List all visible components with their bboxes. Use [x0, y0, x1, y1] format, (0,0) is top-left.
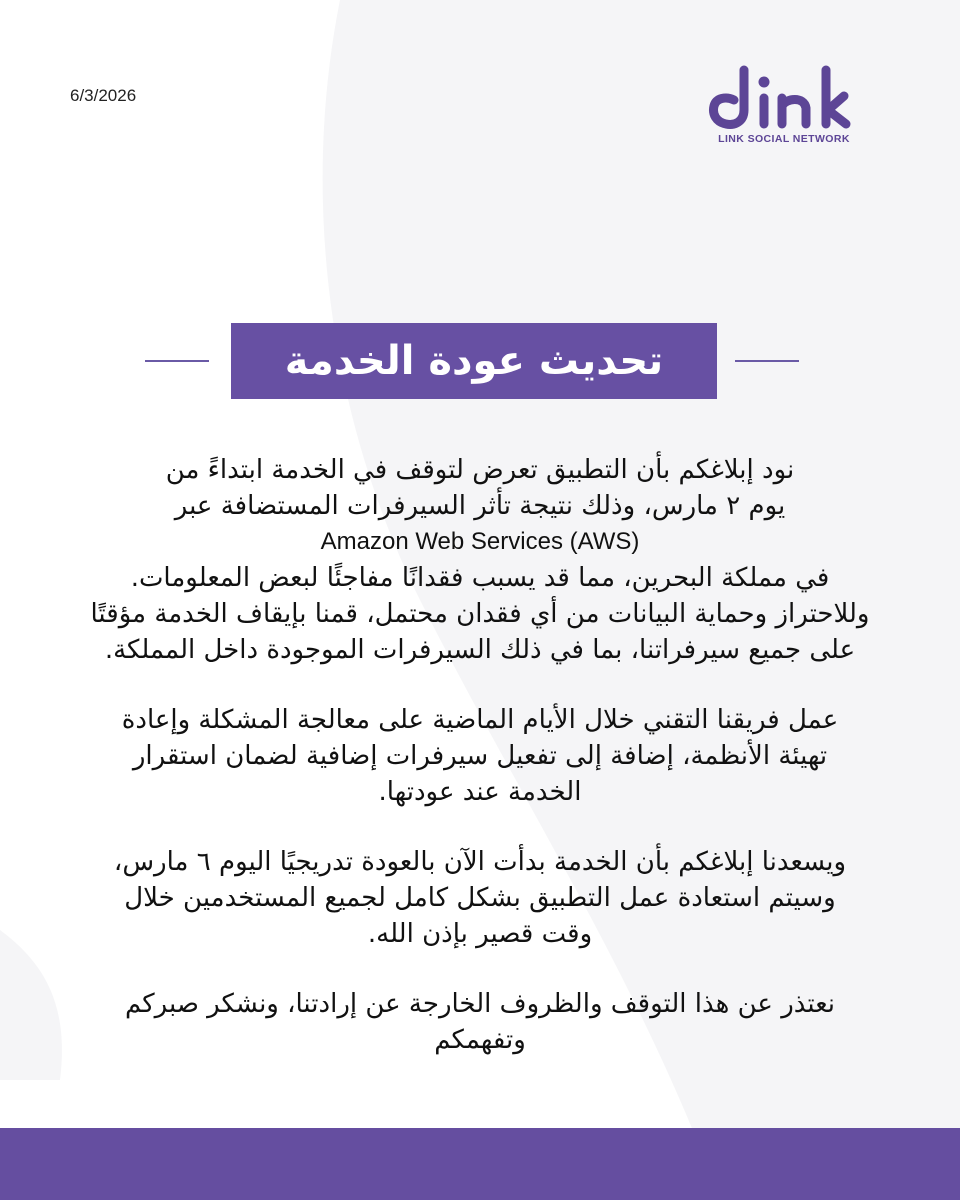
text-line: نعتذر عن هذا التوقف والظروف الخارجة عن إرادتنا، ونشكر صبركم [124, 989, 836, 1019]
paragraph-return [40, 844, 920, 952]
text-line: نود إبلاغكم بأن التطبيق تعرض لتوقف في الخدمة ابتداءً من [165, 455, 795, 485]
company-logo [704, 62, 864, 150]
footer-bar [0, 1128, 960, 1200]
title-divider-right [735, 360, 799, 362]
text-line: وقت قصير بإذن الله. [367, 919, 593, 949]
text-line: تهيئة الأنظمة، إضافة إلى تفعيل سيرفرات إضافية لضمان استقرار [132, 741, 828, 771]
text-line: وللاحتراز وحماية البيانات من أي فقدان محتمل، قمنا بإيقاف الخدمة مؤقتًا [90, 599, 870, 629]
text-line: يوم ٢ مارس، وذلك نتيجة تأثر السيرفرات المستضافة عبر [174, 491, 786, 521]
text-line: في مملكة البحرين، مما قد يسبب فقدانًا مفاجئًا لبعض المعلومات. [130, 563, 830, 593]
document-date: 6/3/2026 [70, 86, 137, 105]
logo-tagline: LINK SOCIAL NETWORK [718, 133, 850, 145]
text-line: ويسعدنا إبلاغكم بأن الخدمة بدأت الآن بالعودة تدريجيًا اليوم ٦ مارس، [113, 847, 847, 877]
title-banner [0, 323, 960, 399]
paragraph-fix [40, 702, 920, 810]
link-wordmark [704, 62, 864, 132]
text-line: على جميع سيرفراتنا، بما في ذلك السيرفرات الموجودة داخل المملكة. [104, 635, 856, 665]
paragraph-apology [40, 986, 920, 1058]
text-line: عمل فريقنا التقني خلال الأيام الماضية على معالجة المشكلة وإعادة [121, 705, 839, 735]
title-divider-left [145, 360, 209, 362]
text-line: الخدمة عند عودتها. [378, 777, 582, 807]
text-line: وسيتم استعادة عمل التطبيق بشكل كامل لجميع المستخدمين خلال [124, 883, 836, 913]
text-line-aws: Amazon Web Services (AWS) [320, 528, 640, 555]
title-box [231, 323, 717, 399]
paragraph-outage [40, 452, 920, 668]
page-title: تحديث عودة الخدمة [284, 338, 664, 384]
announcement-body [40, 452, 920, 1092]
text-line: وتفهمكم [434, 1025, 526, 1055]
